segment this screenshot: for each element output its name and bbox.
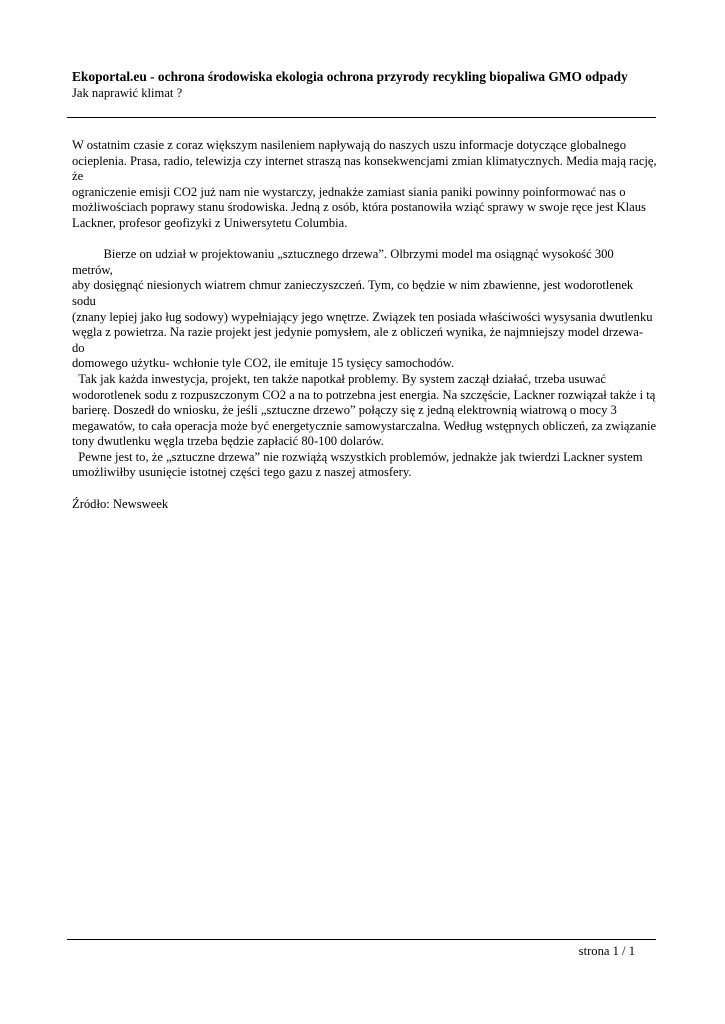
page-number: strona 1 / 1: [578, 944, 635, 958]
site-title: Ekoportal.eu - ochrona środowiska ekologia ochrona przyrody recykling biopaliwa GMO odpady: [72, 69, 628, 84]
article-paragraph: W ostatnim czasie z coraz większym nasileniem napływają do naszych uszu informacje dotyczące globalnego ocieplenia. Prasa, radio, telewizja czy internet straszą nas konsekwencjami zmian klimatycznych. Media mają rację, że ograniczenie emisji CO2 już nam nie wystarczy, jednakże zamiast siania paniki powinny poinformować nas o możliwościach poprawy stanu środowiska. Jedną z osób, która postanowiła wziąć sprawy w swoje ręce jest Klaus Lackner, profesor geofizyki z Uniwersytetu Columbia.: [72, 138, 657, 230]
footer-divider: [67, 939, 656, 940]
article-source: Źródło: Newsweek: [72, 496, 169, 511]
header-divider: [67, 117, 656, 118]
article-paragraph: Bierze on udział w projektowaniu „sztucznego drzewa”. Olbrzymi model ma osiągnąć wysokość 300 metrów, aby dosięgnąć niesionych wiatrem chmur zanieczyszczeń. Tym, co będzie w nim zbawienne, jest wodorotlenek sodu (znany lepiej jako ług sodowy) wypełniający jego wnętrze. Związek ten posiada właściwości wysysania dwutlenku węgla z powietrza. Na razie projekt jest jedynie pomysłem, ale z obliczeń wynika, że najmniejszy model drzewa- do domowego użytku- wchłonie tyle CO2, ile emituje 15 tysięcy samochodów.: [72, 247, 653, 371]
article-body: [72, 138, 657, 512]
article-paragraph: Pewne jest to, że „sztuczne drzewa” nie rozwiążą wszystkich problemów, jednakże jak twierdzi Lackner system umożliwiłby usunięcie istotnej części tego gazu z naszej atmosfery.: [72, 449, 643, 480]
page-header: [72, 68, 657, 101]
paragraph-spacer: [72, 232, 657, 248]
paragraph-spacer: [72, 481, 657, 497]
article-paragraph: Tak jak każda inwestycja, projekt, ten także napotkał problemy. By system zaczął działać, trzeba usuwać wodorotlenek sodu z rozpuszczonym CO2 a na to potrzebna jest energia. Na szczęście, Lackner rozwiązał także i tą barierę. Doszedł do wniosku, że jeśli „sztuczne drzewo” połączy się z jedną elektrownią wiatrową o mocy 3 megawatów, to cała operacja może być energetycznie samowystarczalna. Według wstępnych obliczeń, za związanie tony dwutlenku węgla trzeba będzie zapłacić 80-100 dolarów.: [72, 371, 657, 449]
document-title: Jak naprawić klimat ?: [72, 86, 183, 100]
